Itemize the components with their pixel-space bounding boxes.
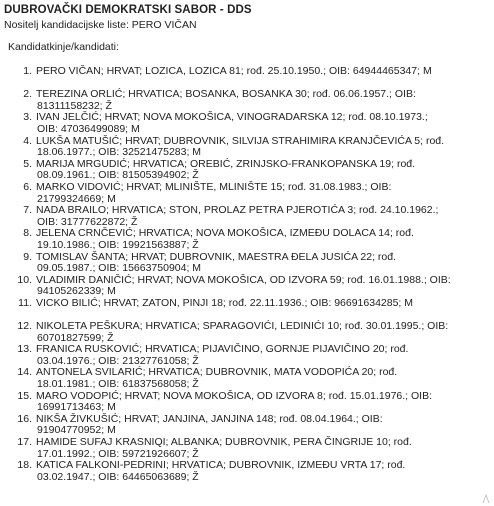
candidate-number: 7. (23, 204, 32, 217)
candidate-number: 16. (17, 412, 32, 425)
list-holder: Nositelj kandidacijske liste: PERO VIČAN (4, 19, 197, 31)
candidate-line-2: 09.05.1987.; OIB: 15663750904; M (37, 262, 202, 275)
candidate-number: 14. (17, 366, 32, 379)
candidate-entry (12, 275, 488, 298)
candidate-entry (12, 136, 488, 159)
candidate-number: 18. (17, 459, 32, 472)
candidate-line-2: 08.09.1961.; OIB: 81505394902; Ž (37, 169, 199, 182)
candidate-number: 11. (18, 296, 32, 309)
candidate-number: 6. (23, 180, 32, 193)
candidate-line-2: 91904770952; M (37, 424, 116, 437)
candidate-details (36, 460, 488, 483)
candidate-line-2: 18.06.1977.; OIB: 32521475283; M (37, 146, 202, 159)
candidate-number: 3. (23, 111, 32, 124)
candidate-line-1: KATICA FALKONI-PEDRINI; HRVATICA; DUBROVNIK, IZMEĐU VRTA 17; rođ. (36, 459, 406, 472)
candidate-line-1: VLADIMIR DANIČIĆ; HRVAT; NOVA MOKOŠICA, OD IZVORA 59; rođ. 16.01.1988.; OIB: (36, 273, 451, 286)
candidate-entry (12, 460, 488, 483)
candidate-number: 1. (23, 65, 32, 77)
candidates-label: Kandidatkinje/kandidati: (8, 41, 119, 53)
candidate-line-1: TEREZINA ORLIĆ; HRVATICA; BOSANKA, BOSANKA 30; rođ. 06.06.1957.; OIB: (36, 88, 416, 101)
candidate-details (36, 205, 488, 228)
candidate-line-1: VICKO BILIĆ; HRVAT; ZATON, PINJI 18; rođ. 22.11.1936.; OIB: 96691634285; M (36, 296, 414, 309)
candidate-number: 9. (23, 250, 32, 263)
candidate-line-1: ANTONELA SVILARIĆ; HRVATICA; DUBROVNIK, MATA VODOPIĆA 20; rođ. (36, 366, 398, 379)
candidate-details (36, 228, 488, 251)
candidate-details (36, 159, 488, 182)
candidate-details (36, 136, 488, 159)
candidate-details (36, 112, 488, 135)
candidate-details (36, 437, 488, 460)
candidate-number: 2. (23, 88, 32, 101)
candidate-details (36, 367, 488, 390)
candidate-entry (12, 298, 488, 321)
candidate-line-2: 60701827599; Ž (37, 331, 114, 344)
candidate-line-1: TOMISLAV ŠANTA; HRVAT; DUBROVNIK, MAESTRA ĐELA JUSIĆA 22; rođ. (36, 250, 397, 263)
candidate-number: 8. (23, 227, 32, 240)
candidate-line-2: OIB: 31777622872; Ž (37, 215, 138, 228)
candidate-entry (12, 437, 488, 460)
candidate-line-1: PERO VIČAN; HRVAT; LOZICA, LOZICA 81; rođ. 25.10.1950.; OIB: 64944465347; M (36, 65, 432, 77)
candidate-number: 13. (17, 343, 32, 356)
candidate-entry (12, 89, 488, 112)
candidate-number: 10. (17, 273, 32, 286)
candidate-line-1: IVAN JELČIĆ; HRVAT; NOVA MOKOŠICA, VINOGRADARSKA 12; rođ. 08.10.1973.; (36, 111, 428, 124)
candidate-line-1: MARKO VIDOVIĆ; HRVAT; MLINIŠTE, MLINIŠTE 15; rođ. 31.08.1983.; OIB: (36, 180, 392, 193)
candidate-line-2: 19.10.1986.; OIB: 19921563887; Ž (37, 238, 199, 251)
corner-mark-icon (482, 494, 490, 504)
candidate-line-2: 03.04.1976.; OIB: 21327761058; Ž (37, 354, 199, 367)
candidate-number: 17. (17, 436, 32, 448)
candidate-entry (12, 321, 488, 344)
candidate-line-2: 17.01.1992.; OIB: 59721926607; Ž (37, 447, 199, 460)
candidate-details (36, 89, 488, 112)
candidate-details (36, 182, 488, 205)
candidate-details (36, 391, 488, 414)
candidate-line-2: 21799324669; M (37, 192, 116, 205)
candidate-details (36, 275, 488, 298)
candidate-line-2: 03.02.1947.; OIB: 64465063689; Ž (37, 470, 199, 483)
candidate-line-2: 18.01.1981.; OIB: 61837568058; Ž (37, 378, 199, 391)
candidate-details (36, 298, 488, 321)
candidate-entry (12, 205, 488, 228)
candidate-details (36, 252, 488, 275)
candidate-entry (12, 391, 488, 414)
candidate-list (12, 66, 488, 483)
candidate-line-2: OIB: 47036499089; M (37, 122, 140, 135)
candidate-line-2: 81311158232; Ž (37, 99, 112, 112)
candidate-entry (12, 367, 488, 390)
candidate-entry (12, 66, 488, 89)
candidate-line-1: FRANICA RUSKOVIĆ; HRVATICA; PIJAVIČINO, GORNJE PIJAVIČINO 20; rođ. (36, 343, 409, 356)
candidate-number: 4. (23, 134, 32, 147)
candidate-details (36, 321, 488, 344)
candidate-entry (12, 112, 488, 135)
candidate-line-1: MARIJA MRGUDIĆ; HRVATICA; OREBIĆ, ZRINJSKO-FRANKOPANSKA 19; rođ. (36, 157, 416, 170)
candidate-details (36, 66, 488, 89)
candidate-line-2: 94105262339; M (37, 285, 116, 298)
candidate-details (36, 414, 488, 437)
candidate-line-2: 16991713463; M (37, 401, 116, 414)
candidate-number: 5. (23, 157, 32, 170)
candidate-details (36, 344, 488, 367)
candidate-number: 15. (17, 389, 32, 402)
candidate-entry (12, 414, 488, 437)
candidate-entry (12, 252, 488, 275)
candidate-entry (12, 228, 488, 251)
candidate-line-1: NIKOLETA PEŠKURA; HRVATICA; SPARAGOVIĆI, LEDINIĆI 10; rođ. 30.01.1995.; OIB: (36, 320, 449, 333)
candidate-line-1: MARO VODOPIĆ; HRVAT; NOVA MOKOŠICA, OD IZVORA 8; rođ. 15.01.1976.; OIB: (36, 389, 433, 402)
candidate-entry (12, 159, 488, 182)
party-title: DUBROVAČKI DEMOKRATSKI SABOR - DDS (4, 4, 252, 16)
candidate-line-1: NIKŠA ŽIVKUŠIĆ; HRVAT; JANJINA, JANJINA 148; rođ. 08.04.1964.; OIB: (36, 412, 383, 425)
candidate-entry (12, 182, 488, 205)
candidate-line-1: LUKŠA MATUŠIĆ; HRVAT; DUBROVNIK, SILVIJA STRAHIMIRA KRANJČEVIĆA 5; rođ. (36, 134, 445, 147)
candidate-entry (12, 344, 488, 367)
candidate-line-1: JELENA CRNČEVIĆ; HRVATICA; NOVA MOKOŠICA, IZMEĐU DOLACA 14; rođ. (36, 227, 414, 240)
candidate-number: 12. (17, 320, 32, 333)
candidate-line-1: NADA BRAILO; HRVATICA; STON, PROLAZ PETRA PJEROTIĆA 3; rođ. 24.10.1962.; (36, 204, 439, 217)
candidate-line-1: HAMIDE SUFAJ KRASNIQI; ALBANKA; DUBROVNIK, PERA ČINGRIJE 10; rođ. (36, 436, 412, 448)
